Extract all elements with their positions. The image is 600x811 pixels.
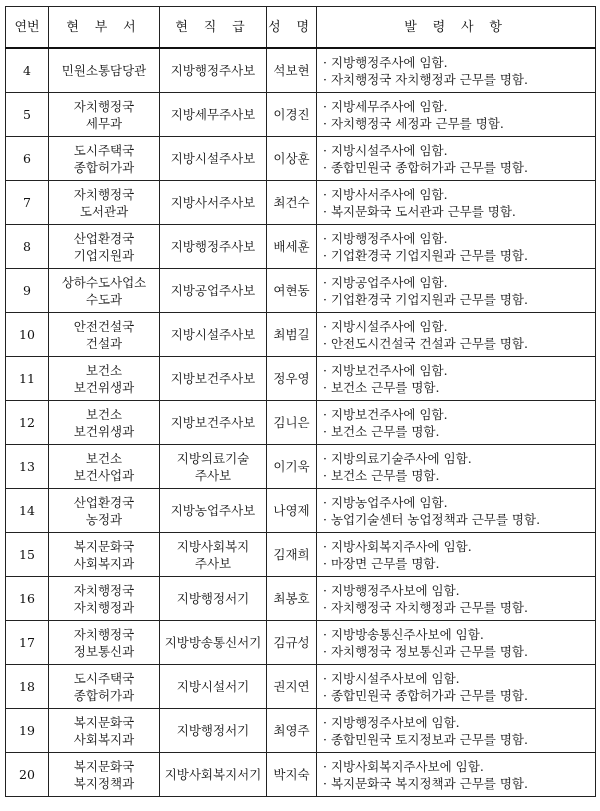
dept-line: 건설과 [85, 335, 123, 351]
row-orders [317, 533, 596, 577]
grade-line: 지방행정서기 [176, 723, 250, 738]
row-num: 16 [6, 577, 49, 621]
order-item: · 종합민원국 종합허가과 근무를 명함. [323, 687, 595, 704]
row-grade [160, 445, 267, 489]
row-dept [49, 621, 160, 665]
dept-line: 보건소 [85, 406, 123, 422]
order-item: · 자치행정국 정보통신과 근무를 명함. [323, 643, 595, 660]
order-item: · 지방보건주사에 임함. [323, 362, 595, 379]
row-orders [317, 665, 596, 709]
table-row [6, 137, 596, 181]
table-row [6, 533, 596, 577]
order-item: · 복지문화국 도서관과 근무를 명함. [323, 203, 595, 220]
row-dept [49, 269, 160, 313]
row-orders [317, 181, 596, 225]
row-orders [317, 709, 596, 753]
row-orders [317, 137, 596, 181]
row-dept [49, 489, 160, 533]
row-person-name: 석보현 [267, 48, 317, 93]
grade-line: 지방방송통신서기 [164, 635, 262, 650]
row-dept [49, 753, 160, 797]
row-grade [160, 181, 267, 225]
order-item: · 지방사회복지주사에 임함. [323, 538, 595, 555]
row-person-name: 최봉호 [267, 577, 317, 621]
row-orders [317, 269, 596, 313]
dept-line: 보건소 [85, 362, 123, 378]
row-grade [160, 533, 267, 577]
dept-line: 보건위생과 [73, 423, 135, 439]
row-person-name: 김재희 [267, 533, 317, 577]
dept-line: 수도과 [85, 291, 123, 307]
order-item: · 지방보건주사에 임함. [323, 406, 595, 423]
table-row [6, 48, 596, 93]
row-dept [49, 181, 160, 225]
row-person-name: 나영제 [267, 489, 317, 533]
table-row [6, 489, 596, 533]
row-dept [49, 313, 160, 357]
row-orders [317, 445, 596, 489]
grade-line: 지방세무주사보 [170, 107, 256, 122]
order-item: · 지방세무주사에 임함. [323, 98, 595, 115]
dept-line: 사회복지과 [73, 555, 135, 571]
row-grade [160, 577, 267, 621]
row-person-name: 이상훈 [267, 137, 317, 181]
grade-line: 지방보건주사보 [170, 415, 256, 430]
table-header-row [6, 7, 596, 49]
order-item: · 기업환경국 기업지원과 근무를 명함. [323, 247, 595, 264]
table-body [6, 48, 596, 797]
order-item: · 자치행정국 자치행정과 근무를 명함. [323, 71, 595, 88]
row-grade [160, 401, 267, 445]
grade-line: 지방의료기술 [176, 450, 250, 466]
dept-line: 자치행정국 [73, 186, 135, 202]
row-dept [49, 445, 160, 489]
table-row [6, 665, 596, 709]
row-person-name: 이기욱 [267, 445, 317, 489]
row-person-name: 김규성 [267, 621, 317, 665]
row-person-name: 최건수 [267, 181, 317, 225]
row-grade [160, 225, 267, 269]
dept-line: 안전건설국 [73, 318, 135, 334]
row-grade [160, 48, 267, 93]
grade-line: 지방행정주사보 [170, 239, 256, 254]
dept-line: 복지정책과 [73, 775, 135, 791]
row-orders [317, 48, 596, 93]
grade-line: 지방시설주사보 [170, 327, 256, 342]
order-item: · 자치행정국 세정과 근무를 명함. [323, 115, 595, 132]
grade-line: 지방농업주사보 [170, 503, 256, 518]
grade-line: 지방사회복지 [176, 538, 250, 554]
table-row [6, 357, 596, 401]
grade-line: 지방시설주사보 [170, 151, 256, 166]
table-row [6, 445, 596, 489]
row-dept [49, 225, 160, 269]
grade-line: 지방보건주사보 [170, 371, 256, 386]
row-dept [49, 709, 160, 753]
row-dept [49, 665, 160, 709]
dept-line: 자치행정국 [73, 98, 135, 114]
row-num: 9 [6, 269, 49, 313]
row-grade [160, 93, 267, 137]
row-orders [317, 621, 596, 665]
row-grade [160, 621, 267, 665]
dept-line: 보건사업과 [73, 467, 135, 483]
grade-line: 지방공업주사보 [170, 283, 256, 298]
row-person-name: 권지연 [267, 665, 317, 709]
row-dept [49, 401, 160, 445]
row-num: 10 [6, 313, 49, 357]
dept-line: 종합허가과 [73, 687, 135, 703]
row-dept [49, 48, 160, 93]
row-dept [49, 357, 160, 401]
row-person-name: 이경진 [267, 93, 317, 137]
row-dept [49, 137, 160, 181]
row-num: 14 [6, 489, 49, 533]
order-item: · 지방의료기술주사에 임함. [323, 450, 595, 467]
row-orders [317, 357, 596, 401]
order-item: · 지방사서주사에 임함. [323, 186, 595, 203]
order-item: · 지방방송통신주사보에 임함. [323, 626, 595, 643]
row-person-name: 정우영 [267, 357, 317, 401]
row-person-name: 배세훈 [267, 225, 317, 269]
grade-line: 주사보 [194, 555, 232, 571]
dept-line: 보건소 [85, 450, 123, 466]
dept-line: 세무과 [85, 115, 123, 131]
row-num: 18 [6, 665, 49, 709]
order-item: · 복지문화국 복지정책과 근무를 명함. [323, 775, 595, 792]
dept-line: 종합허가과 [73, 159, 135, 175]
order-item: · 기업환경국 기업지원과 근무를 명함. [323, 291, 595, 308]
row-person-name: 박지숙 [267, 753, 317, 797]
dept-line: 농정과 [85, 511, 123, 527]
order-item: · 지방사회복지주사보에 임함. [323, 758, 595, 775]
order-item: · 지방시설주사에 임함. [323, 318, 595, 335]
row-num: 6 [6, 137, 49, 181]
row-dept [49, 577, 160, 621]
header-name: 성 명 [267, 7, 317, 49]
grade-line: 지방행정주사보 [170, 63, 256, 78]
row-orders [317, 753, 596, 797]
order-item: · 안전도시건설국 건설과 근무를 명함. [323, 335, 595, 352]
dept-line: 기업지원과 [73, 247, 135, 263]
order-item: · 지방행정주사보에 임함. [323, 582, 595, 599]
dept-line: 복지문화국 [73, 714, 135, 730]
table-row [6, 401, 596, 445]
row-grade [160, 137, 267, 181]
header-dept: 현 부 서 [49, 7, 160, 49]
table-row [6, 313, 596, 357]
row-orders [317, 225, 596, 269]
order-item: · 보건소 근무를 명함. [323, 423, 595, 440]
order-item: · 보건소 근무를 명함. [323, 379, 595, 396]
table-row [6, 621, 596, 665]
row-orders [317, 489, 596, 533]
row-num: 19 [6, 709, 49, 753]
order-item: · 지방농업주사에 임함. [323, 494, 595, 511]
dept-line: 도시주택국 [73, 670, 135, 686]
row-orders [317, 577, 596, 621]
dept-line: 보건위생과 [73, 379, 135, 395]
dept-line: 자치행정국 [73, 626, 135, 642]
dept-line: 민원소통담당관 [61, 63, 147, 78]
grade-line: 지방시설서기 [176, 679, 250, 694]
order-item: · 종합민원국 종합허가과 근무를 명함. [323, 159, 595, 176]
table-row [6, 93, 596, 137]
row-dept [49, 93, 160, 137]
row-person-name: 김니은 [267, 401, 317, 445]
dept-line: 사회복지과 [73, 731, 135, 747]
row-dept [49, 533, 160, 577]
order-item: · 지방행정주사보에 임함. [323, 714, 595, 731]
row-grade [160, 313, 267, 357]
order-item: · 지방시설주사보에 임함. [323, 670, 595, 687]
order-item: · 지방시설주사에 임함. [323, 142, 595, 159]
table-row [6, 269, 596, 313]
dept-line: 복지문화국 [73, 758, 135, 774]
row-orders [317, 93, 596, 137]
table-row [6, 181, 596, 225]
row-num: 20 [6, 753, 49, 797]
row-num: 4 [6, 48, 49, 93]
grade-line: 주사보 [194, 467, 232, 483]
personnel-table [5, 6, 596, 797]
row-num: 7 [6, 181, 49, 225]
order-item: · 자치행정국 자치행정과 근무를 명함. [323, 599, 595, 616]
order-item: · 지방행정주사에 임함. [323, 230, 595, 247]
dept-line: 산업환경국 [73, 230, 135, 246]
row-orders [317, 401, 596, 445]
grade-line: 지방사서주사보 [170, 195, 256, 210]
dept-line: 자치행정국 [73, 582, 135, 598]
dept-line: 도시주택국 [73, 142, 135, 158]
dept-line: 도서관과 [79, 203, 129, 219]
row-grade [160, 753, 267, 797]
table-row [6, 753, 596, 797]
order-item: · 마장면 근무를 명함. [323, 555, 595, 572]
row-person-name: 최영주 [267, 709, 317, 753]
table-row [6, 709, 596, 753]
order-item: · 보건소 근무를 명함. [323, 467, 595, 484]
grade-line: 지방행정서기 [176, 591, 250, 606]
row-grade [160, 665, 267, 709]
order-item: · 농업기술센터 농업정책과 근무를 명함. [323, 511, 595, 528]
order-item: · 종합민원국 토지정보과 근무를 명함. [323, 731, 595, 748]
dept-line: 자치행정과 [73, 599, 135, 615]
row-grade [160, 269, 267, 313]
row-num: 13 [6, 445, 49, 489]
order-item: · 지방공업주사에 임함. [323, 274, 595, 291]
row-person-name: 최범길 [267, 313, 317, 357]
header-order: 발 령 사 항 [317, 7, 596, 49]
row-num: 12 [6, 401, 49, 445]
dept-line: 산업환경국 [73, 494, 135, 510]
row-num: 5 [6, 93, 49, 137]
row-grade [160, 357, 267, 401]
dept-line: 정보통신과 [73, 643, 135, 659]
row-person-name: 여현동 [267, 269, 317, 313]
row-orders [317, 313, 596, 357]
row-num: 17 [6, 621, 49, 665]
table-row [6, 225, 596, 269]
row-num: 15 [6, 533, 49, 577]
row-grade [160, 709, 267, 753]
header-grade: 현 직 급 [160, 7, 267, 49]
order-item: · 지방행정주사에 임함. [323, 54, 595, 71]
row-grade [160, 489, 267, 533]
dept-line: 상하수도사업소 [61, 274, 147, 290]
grade-line: 지방사회복지서기 [164, 767, 262, 782]
dept-line: 복지문화국 [73, 538, 135, 554]
row-num: 11 [6, 357, 49, 401]
row-num: 8 [6, 225, 49, 269]
header-num: 연번 [6, 7, 49, 49]
table-row [6, 577, 596, 621]
